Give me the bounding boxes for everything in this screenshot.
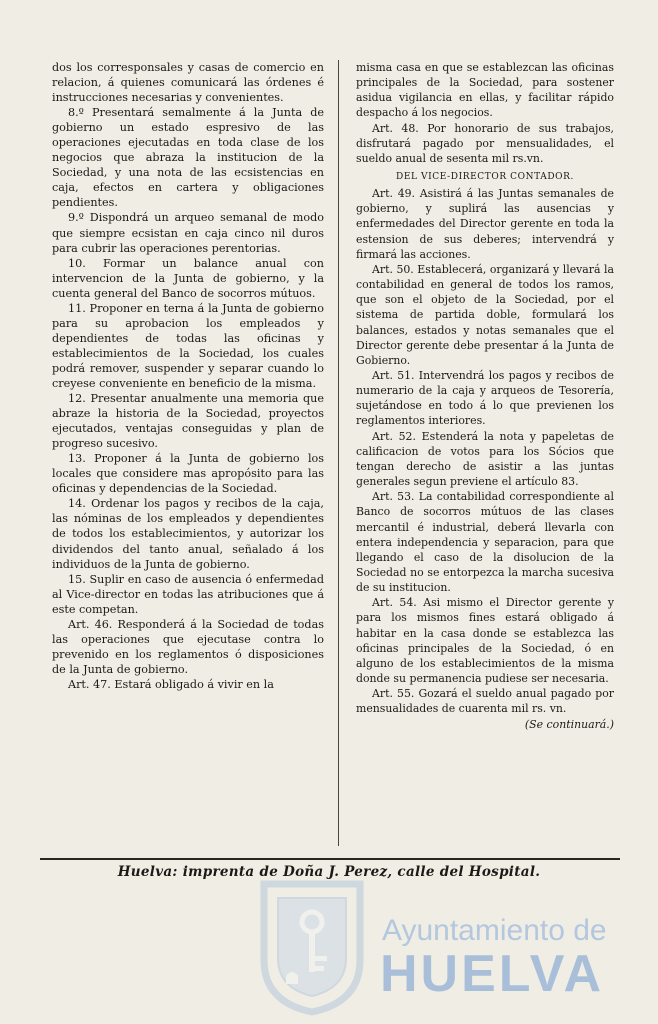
right-column-bottom <box>356 186 614 716</box>
paragraph: 14. Ordenar los pagos y recibos de la caja, las nóminas de los empleados y dependientes de todos los establecimientos, y autorizar los dividendos del tanto anual, señalado á los individuos de la Junta de gobierno. <box>52 497 324 571</box>
paragraph: 12. Presentar anualmente una memoria que abraze la historia de la Sociedad, proyectos ejecutados, ventajas conseguidas y plan de progreso sucesivo. <box>52 392 324 451</box>
section-heading: DEL VICE-DIRECTOR CONTADOR. <box>396 172 574 183</box>
paragraph: 13. Proponer á la Junta de gobierno los locales que considere mas apropósito para las oficinas y dependencias de la Sociedad. <box>52 452 324 496</box>
paragraph: Art. 50. Establecerá, organizará y llevará la contabilidad en general de todos los ramos, que son el objeto de la Sociedad, por el sistema de partida doble, formulará los balances, estados y notas semanales que el Director gerente debe presentar á la Junta de Gobierno. <box>356 262 614 367</box>
paragraph: 9.º Dispondrá un arqueo semanal de modo que siempre ecsistan en caja cinco nil duros para cubrir las operaciones perentorias. <box>52 211 324 255</box>
paragraph: Art. 46. Responderá á la Sociedad de todas las operaciones que ejecutase contra lo prevenido en los reglamentos ó disposiciones de la Junta de gobierno. <box>52 617 324 676</box>
paragraph: Art. 47. Estará obligado á vivir en la <box>68 677 274 691</box>
imprint-line: Huelva: imprenta de Doña J. Perez, calle del Hospital. <box>117 864 541 880</box>
paragraph: 8.º Presentará semalmente á la Junta de gobierno un estado espresivo de las operaciones ejecutadas en toda clase de los negocios que abraza la institucion de la Sociedad, y una nota de las ecsistencias en caja, efectos en cartera y obligaciones pendientes. <box>52 106 324 210</box>
watermark-line-1: Ayuntamiento de <box>382 914 607 947</box>
paragraph: Art. 54. Asi mismo el Director gerente y para los mismos fines estará obligado á habitar en la casa donde se establezca las oficinas principales de la Sociedad, ó en alguno de los establecimientos de la misma donde su permanencia pudiese ser necesaria. <box>356 596 614 686</box>
paragraph: Art. 53. La contabilidad correspondiente al Banco de socorros mútuos de las clases mercantil é industrial, deberá llevarla con entera independencia y separacion, para que llegando el caso de la disolucion de la Sociedad no se entorpezca la marcha sucesiva de su institucion. <box>356 490 614 595</box>
paragraph: Art. 55. Gozará el sueldo anual pagado por mensualidades de cuarenta mil rs. vn. <box>356 687 614 716</box>
footer-rule <box>40 858 620 860</box>
left-column <box>52 60 324 692</box>
paragraph: dos los corresponsales y casas de comercio en relacion, á quienes comunicará las órdenes é instrucciones necesarias y convenientes. <box>52 61 324 105</box>
paragraph: Art. 48. Por honorario de sus trabajos, disfrutará pagado por mensualidades, el sueldo anual de sesenta mil rs.vn. <box>356 121 614 165</box>
paragraph: Art. 51. Intervendrá los pagos y recibos de numerario de la caja y arqueos de Tesorería, sujetándose en todo á lo que previenen los reglamentos interiores. <box>356 368 614 428</box>
watermark-line-2: HUELVA <box>380 945 605 1003</box>
paragraph: misma casa en que se establezcan las oficinas principales de la Sociedad, para sostener asidua vigilancia en ellas, y facilitar rápido despacho á los negocios. <box>356 61 614 120</box>
paragraph: 15. Suplir en caso de ausencia ó enfermedad al Vice-director en todas las atribuciones que á este competan. <box>52 572 324 616</box>
coat-of-arms-watermark-icon <box>258 876 366 1016</box>
continued-note: (Se continuará.) <box>524 717 614 731</box>
right-column <box>356 60 614 732</box>
column-divider <box>338 60 339 846</box>
paragraph: Art. 52. Estenderá la nota y papeletas de calificacion de votos para los Sócios que tengan derecho de asistir a las juntas generales segun previene el artículo 83. <box>356 429 614 489</box>
paragraph: Art. 49. Asistirá á las Juntas semanales de gobierno, y suplirá las ausencias y enfermedades del Director gerente en toda la estension de sus deberes; intervendrá y firmará las acciones. <box>356 187 614 261</box>
paragraph: 11. Proponer en terna á la Junta de gobierno para su aprobacion los empleados y dependientes de todas las oficinas y establecimientos de la Sociedad, los cuales podrá remover, suspender y separar cuando lo creyese conveniente en beneficio de la misma. <box>52 301 324 390</box>
paragraph: 10. Formar un balance anual con intervencion de la Junta de gobierno, y la cuenta general del Banco de socorros mútuos. <box>52 256 324 300</box>
right-column-top <box>356 60 614 166</box>
